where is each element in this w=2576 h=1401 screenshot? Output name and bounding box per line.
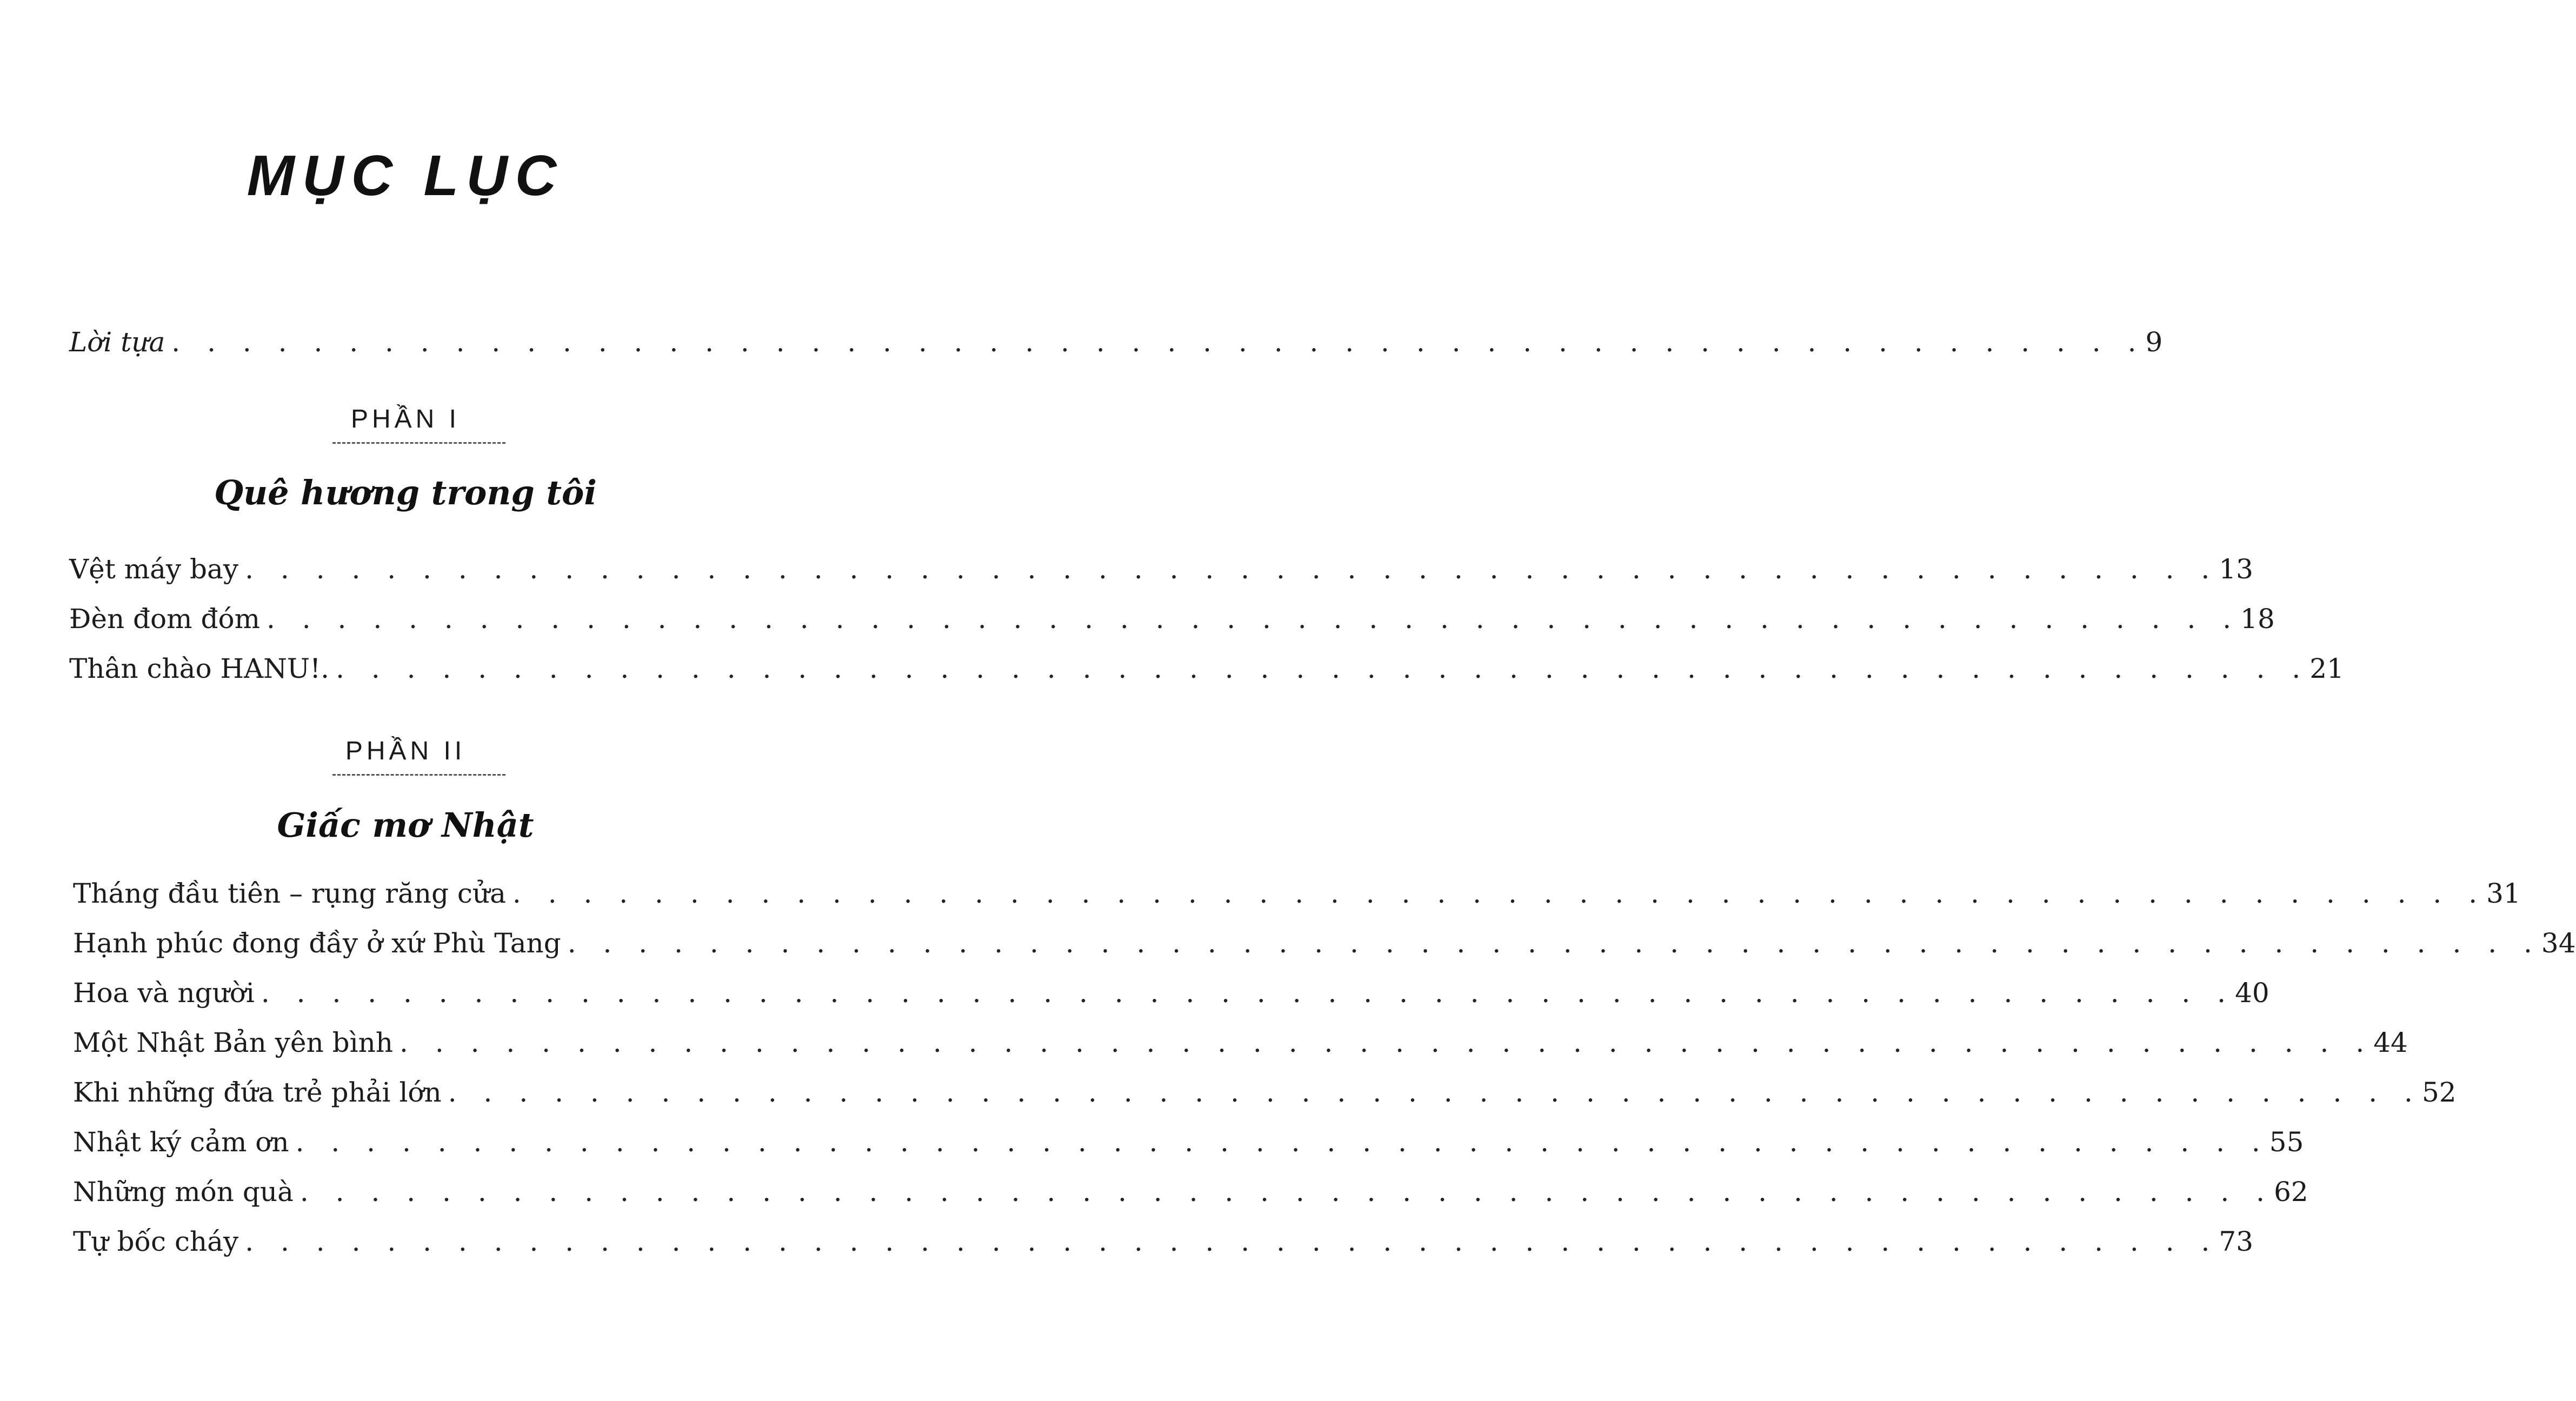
- toc-entry-label: Tháng đầu tiên – rụng răng cửa: [73, 878, 506, 909]
- toc-entry-page: 34: [2541, 928, 2576, 959]
- toc-entry-label: Một Nhật Bản yên bình: [73, 1027, 394, 1058]
- part-divider: [332, 442, 505, 444]
- dot-leader: . . . . . . . . . . . . . . . . . . . . . . . . . . . . . . . . . . . . . . . . . . . . . . . . . . . . . . . .: [567, 928, 2541, 959]
- toc-entry[interactable]: [69, 552, 2253, 586]
- part-label: PHẦN II: [345, 737, 466, 765]
- dot-leader: . . . . . . . . . . . . . . . . . . . . . . . . . . . . . . . . . . . . . . . . . . . . . . . . . . . . . . . .: [295, 1126, 2269, 1158]
- page-title: MỤC LỤC: [247, 144, 564, 208]
- toc-entry-page: 13: [2219, 553, 2253, 585]
- toc-entry-page: 62: [2274, 1176, 2308, 1207]
- toc-entry[interactable]: [73, 1125, 2304, 1159]
- part-label: PHẦN I: [350, 405, 461, 433]
- dot-leader: . . . . . . . . . . . . . . . . . . . . . . . . . . . . . . . . . . . . . . . . . . . . . . . . . . . . . . . .: [299, 1176, 2274, 1207]
- part-divider: [332, 774, 505, 776]
- toc-entry-label: Đèn đom đóm: [69, 603, 260, 635]
- toc-entry[interactable]: [73, 1076, 2457, 1109]
- toc-entry-preface[interactable]: [69, 325, 2163, 359]
- toc-entry-label: Lời tựa: [69, 326, 165, 358]
- toc-entry[interactable]: [73, 976, 2269, 1010]
- toc-entry-label: Hoa và người: [73, 977, 255, 1009]
- dot-leader: . . . . . . . . . . . . . . . . . . . . . . . . . . . . . . . . . . . . . . . . . . . . . . . . . . . . . . . .: [512, 878, 2487, 909]
- toc-entry-page: 40: [2235, 977, 2269, 1009]
- toc-entry-label: Hạnh phúc đong đầy ở xứ Phù Tang: [73, 928, 561, 959]
- toc-entry-page: 31: [2486, 878, 2521, 909]
- dot-leader: . . . . . . . . . . . . . . . . . . . . . . . . . . . . . . . . . . . . . . . . . . . . . . . . . . . . . . . .: [448, 1077, 2422, 1108]
- toc-entry-page: 73: [2219, 1226, 2254, 1257]
- toc-entry-label: Tự bốc cháy: [73, 1226, 239, 1257]
- toc-entry-page: 44: [2373, 1027, 2408, 1058]
- toc-entry-label: Nhật ký cảm ơn: [73, 1126, 289, 1158]
- dot-leader: . . . . . . . . . . . . . . . . . . . . . . . . . . . . . . . . . . . . . . . . . . . . . . . . . . . . . . . .: [245, 1226, 2219, 1257]
- toc-entry[interactable]: [69, 602, 2275, 636]
- toc-entry-label: Khi những đứa trẻ phải lớn: [73, 1077, 442, 1108]
- toc-entry[interactable]: [73, 1225, 2254, 1258]
- toc-entry-page: 21: [2309, 653, 2344, 684]
- toc-entry-page: 18: [2240, 603, 2275, 635]
- part-title: Giấc mơ Nhật: [277, 805, 534, 845]
- toc-entry[interactable]: [73, 1026, 2408, 1059]
- dot-leader: . . . . . . . . . . . . . . . . . . . . . . . . . . . . . . . . . . . . . . . . . . . . . . . . . . . . . . . .: [261, 977, 2235, 1009]
- toc-entry-label: Những món quà: [73, 1176, 294, 1207]
- toc-entry[interactable]: [69, 652, 2344, 685]
- toc-entry[interactable]: [73, 926, 2576, 960]
- dot-leader: . . . . . . . . . . . . . . . . . . . . . . . . . . . . . . . . . . . . . . . . . . . . . . . . . . . . . . . .: [336, 653, 2310, 684]
- toc-entry[interactable]: [73, 877, 2521, 910]
- dot-leader: . . . . . . . . . . . . . . . . . . . . . . . . . . . . . . . . . . . . . . . . . . . . . . . . . . . . . . . .: [245, 553, 2219, 585]
- dot-leader: . . . . . . . . . . . . . . . . . . . . . . . . . . . . . . . . . . . . . . . . . . . . . . . . . . . . . . . .: [400, 1027, 2374, 1058]
- toc-entry-page: 9: [2145, 326, 2163, 358]
- toc-entry-page: 55: [2269, 1126, 2304, 1158]
- toc-entry-label: Thân chào HANU!.: [69, 653, 330, 684]
- toc-entry-label: Vệt máy bay: [69, 553, 239, 585]
- dot-leader: . . . . . . . . . . . . . . . . . . . . . . . . . . . . . . . . . . . . . . . . . . . . . . . . . . . . . . . .: [266, 603, 2241, 635]
- toc-entry-page: 52: [2421, 1077, 2457, 1108]
- part-title: Quê hương trong tôi: [214, 473, 597, 512]
- toc-entry[interactable]: [73, 1175, 2308, 1209]
- dot-leader: . . . . . . . . . . . . . . . . . . . . . . . . . . . . . . . . . . . . . . . . . . . . . . . . . . . . . . . .: [171, 326, 2146, 358]
